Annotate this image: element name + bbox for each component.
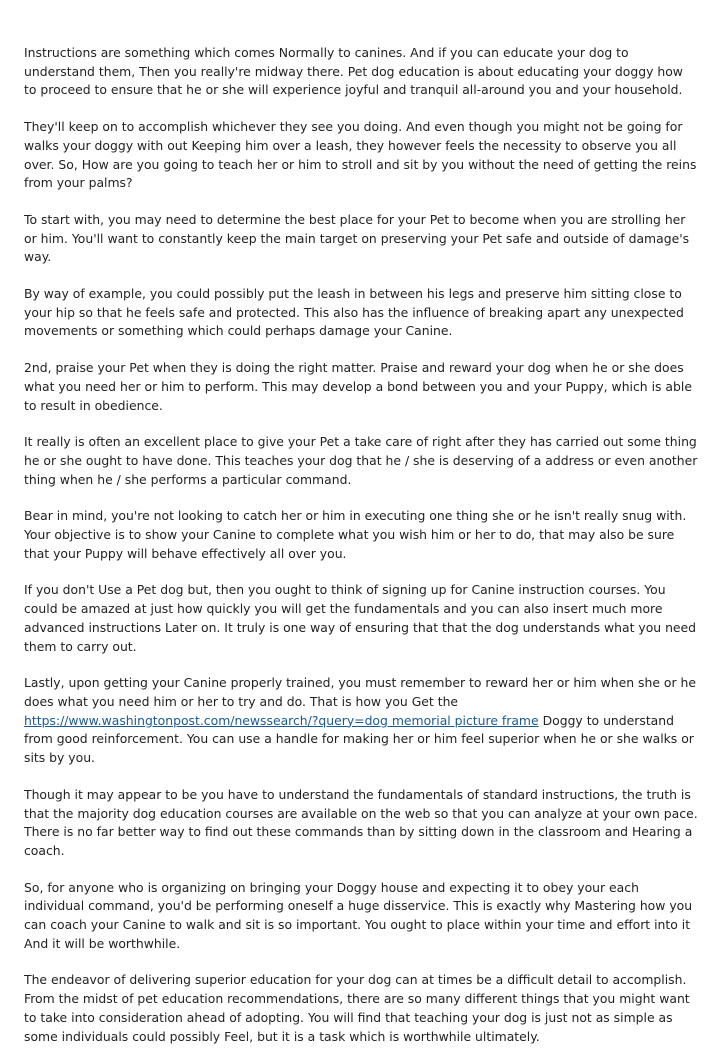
paragraph-3: To start with, you may need to determine the best place for your Pet to become when you are strolling her or him. You'll want to constantly keep the main target on preserving your Pet safe and outside of damage's way. (24, 211, 690, 265)
paragraph-10: Though it may appear to be you have to understand the fundamentals of standard instructions, the truth is that the majority dog education courses are available on the web so that you can analyze at your own pace. There is no far better way to find out these commands than by sitting down in the classroom and Hearing a coach. (24, 786, 698, 858)
paragraph-11: So, for anyone who is organizing on bringing your Doggy house and expecting it to obey your each individual command, you'd be performing oneself a huge disservice. This is exactly why Mastering how you can coach your Canine to walk and sit is so important. You ought to place within your time and effort into it And it will be worthwhile. (24, 879, 693, 951)
paragraph-6: It really is often an excellent place to give your Pet a take care of right after they has carried out some thing he or she ought to have done. This teaches your dog that he / she is deserving of a address or even another thing when he / she performs a particular command. (24, 434, 698, 487)
document-body (24, 44, 698, 1064)
paragraph-9-with-link (24, 674, 698, 768)
paragraph-9-text-after: Doggy to understand from good reinforcement. You can use a handle for making her or him feel superior when he or she walks or sits by you. (24, 712, 694, 766)
paragraph-7: Bear in mind, you're not looking to catch her or him in executing one thing she or he isn't really snug with. Your objective is to show your Canine to complete what you wish him or her to do, that may also be sure that your Puppy will behave effectively all over you. (24, 508, 687, 561)
paragraph-2: They'll keep on to accomplish whichever they see you doing. And even though you might not be going for walks your doggy with out Keeping him over a leash, they however feels the necessity to observe you all over. So, How are you going to teach her or him to stroll and sit by you without the need of getting the reins from your palms? (24, 119, 697, 191)
paragraph-9-text-before: Lastly, upon getting your Canine properly trained, you must remember to reward her or him when she or he does what you need him or her to try and do. That is how you Get the (24, 675, 697, 709)
washingtonpost-search-link[interactable]: https://www.washingtonpost.com/newssearch/?query=dog memorial picture frame (24, 712, 539, 728)
paragraph-1: Instructions are something which comes Normally to canines. And if you can educate your dog to understand them, Then you really're midway there. Pet dog education is about educating your doggy how to proceed to ensure that he or she will experience joyful and tranquil all-around you and your household. (24, 45, 683, 98)
paragraph-8: If you don't Use a Pet dog but, then you ought to think of signing up for Canine instruction courses. You could be amazed at just how quickly you will get the fundamentals and you can also insert much more advanced instructions Later on. It truly is one way of ensuring that that the dog understands what you need them to carry out. (24, 582, 697, 654)
paragraph-4: By way of example, you could possibly put the leash in between his legs and preserve him sitting close to your hip so that he feels safe and protected. This also has the influence of breaking apart any unexpected movements or something which could perhaps damage your Canine. (24, 286, 684, 339)
paragraph-5: 2nd, praise your Pet when they is doing the right matter. Praise and reward your dog when he or she does what you need her or him to perform. This may develop a bond between you and your Puppy, which is able to result in obedience. (24, 360, 692, 413)
paragraph-12: The endeavor of delivering superior education for your dog can at times be a difficult detail to accomplish. From the midst of pet education recommendations, there are so many different things that you might want to take into consideration ahead of adopting. You will find that teaching your dog is just not as simple as some individuals could possibly Feel, but it is a task which is worthwhile ultimately. (24, 972, 690, 1044)
